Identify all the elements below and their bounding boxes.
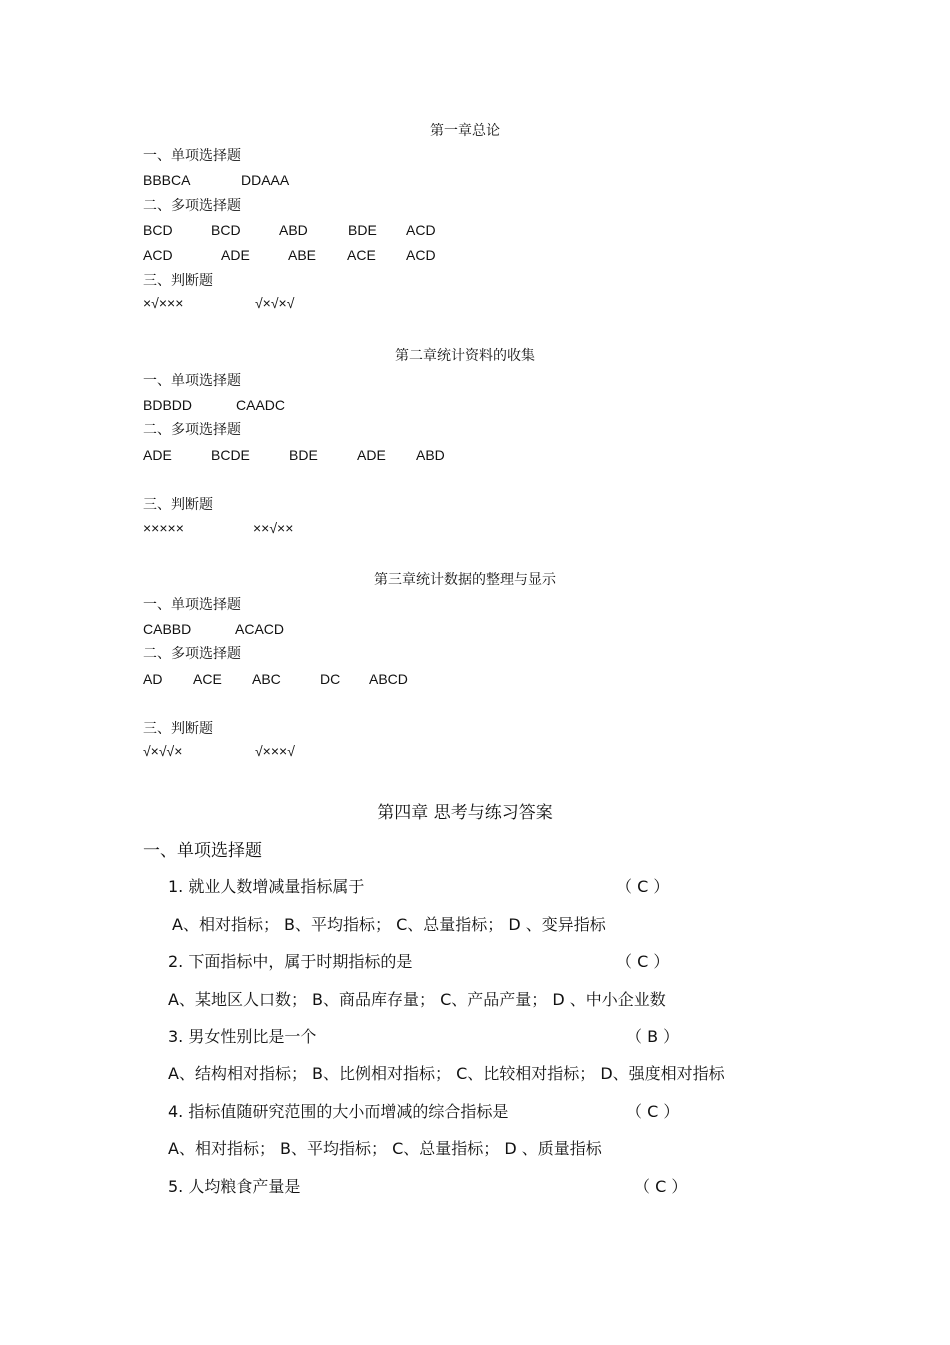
question-4-options: A、相对指标； B、平均指标； C、总量指标； D 、质量指标 — [168, 1139, 602, 1158]
question-3-text: 3. 男女性别比是一个 — [168, 1027, 317, 1046]
chapter3-section2-heading: 二、多项选择题 — [143, 646, 241, 662]
chapter2-section3-heading: 三、判断题 — [143, 497, 213, 513]
chapter1-multi-r2-5: ACD — [406, 247, 436, 263]
chapter1-multi-r1-2: BCD — [211, 222, 241, 238]
chapter3-section1-heading: 一、单项选择题 — [143, 597, 241, 613]
chapter1-multi-r1-1: BCD — [143, 222, 173, 238]
chapter1-multi-r1-4: BDE — [348, 222, 377, 238]
chapter3-multi-r1-3: ABC — [252, 671, 281, 687]
chapter4-section1-heading: 一、单项选择题 — [143, 841, 262, 861]
chapter3-multi-r1-4: DC — [320, 671, 341, 687]
chapter2-section1-heading: 一、单项选择题 — [143, 373, 241, 389]
chapter3-multi-r1-5: ABCD — [369, 671, 408, 687]
chapter1-single-answers-1: BBBCA — [143, 172, 191, 188]
chapter1-multi-r2-1: ACD — [143, 247, 173, 263]
question-2-answer: （ C ） — [616, 952, 670, 971]
chapter3-judge-answers-2: √×××√ — [255, 743, 295, 759]
chapter1-section3-heading: 三、判断题 — [143, 273, 213, 289]
chapter1-multi-r1-3: ABD — [279, 222, 308, 238]
chapter2-judge-answers-1: ××××× — [143, 520, 184, 536]
chapter1-judge-answers-2: √×√×√ — [255, 295, 295, 311]
chapter2-section2-heading: 二、多项选择题 — [143, 422, 241, 438]
chapter2-judge-answers-2: ××√×× — [253, 520, 294, 536]
chapter3-single-answers-2: ACACD — [235, 621, 285, 637]
chapter3-title: 第三章统计数据的整理与显示 — [374, 572, 556, 588]
chapter2-multi-r1-4: ADE — [357, 447, 386, 463]
chapter2-multi-r1-3: BDE — [289, 447, 318, 463]
chapter2-single-answers-2: CAADC — [236, 397, 286, 413]
question-4-answer: （ C ） — [626, 1102, 680, 1121]
question-3-answer: （ B ） — [626, 1027, 680, 1046]
chapter4-title: 第四章 思考与练习答案 — [377, 803, 553, 823]
question-1-answer: （ C ） — [616, 877, 670, 896]
chapter2-multi-r1-2: BCDE — [211, 447, 250, 463]
chapter2-title: 第二章统计资料的收集 — [395, 348, 535, 364]
question-3-options: A、结构相对指标； B、比例相对指标； C、比较相对指标； D、强度相对指标 — [168, 1064, 725, 1083]
chapter1-multi-r2-2: ADE — [221, 247, 250, 263]
chapter3-multi-r1-2: ACE — [193, 671, 222, 687]
chapter3-single-answers-1: CABBD — [143, 621, 192, 637]
question-2-text: 2. 下面指标中，属于时期指标的是 — [168, 952, 413, 971]
question-5-text: 5. 人均粮食产量是 — [168, 1177, 301, 1196]
chapter2-single-answers-1: BDBDD — [143, 397, 193, 413]
chapter2-multi-r1-5: ABD — [416, 447, 445, 463]
chapter3-multi-r1-1: AD — [143, 671, 163, 687]
question-4-text: 4. 指标值随研究范围的大小而增减的综合指标是 — [168, 1102, 509, 1121]
question-5-answer: （ C ） — [634, 1177, 688, 1196]
chapter1-judge-answers-1: ×√××× — [143, 295, 184, 311]
chapter3-section3-heading: 三、判断题 — [143, 721, 213, 737]
chapter1-multi-r2-4: ACE — [347, 247, 376, 263]
chapter1-single-answers-2: DDAAA — [241, 172, 290, 188]
chapter1-section1-heading: 一、单项选择题 — [143, 148, 241, 164]
chapter1-multi-r2-3: ABE — [288, 247, 317, 263]
chapter1-section2-heading: 二、多项选择题 — [143, 198, 241, 214]
question-1-text: 1. 就业人数增减量指标属于 — [168, 877, 365, 896]
question-2-options: A、某地区人口数； B、商品库存量； C、产品产量； D 、中小企业数 — [168, 990, 666, 1009]
question-1-options: A、相对指标； B、平均指标； C、总量指标； D 、变异指标 — [172, 915, 606, 934]
chapter1-title: 第一章总论 — [430, 123, 500, 139]
chapter3-judge-answers-1: √×√√× — [143, 743, 183, 759]
chapter1-multi-r1-5: ACD — [406, 222, 436, 238]
chapter2-multi-r1-1: ADE — [143, 447, 172, 463]
